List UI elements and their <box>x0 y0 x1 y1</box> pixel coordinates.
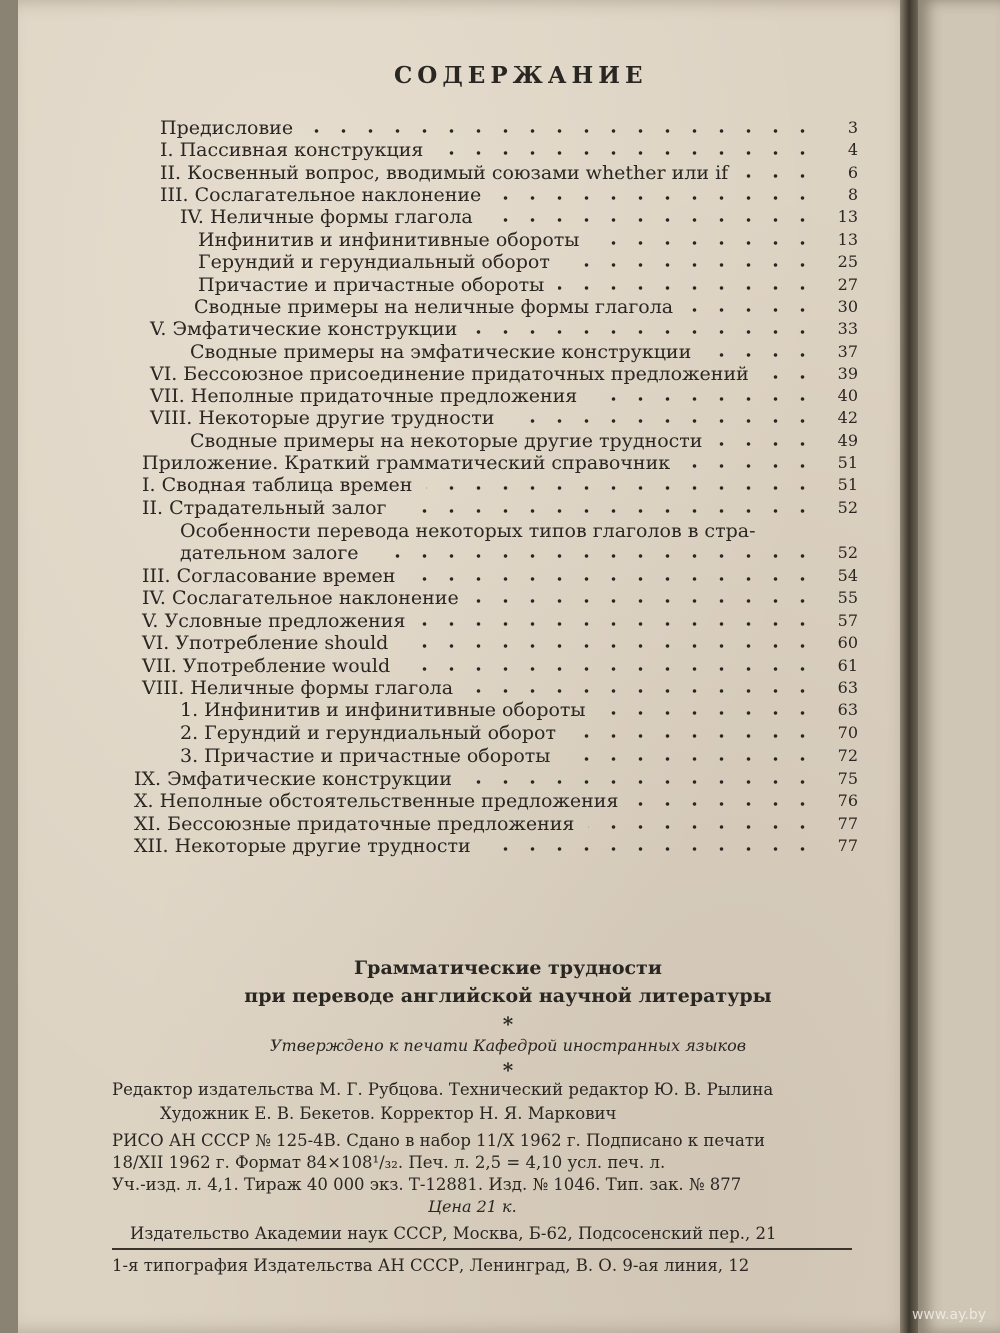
toc-entry <box>18 699 858 721</box>
toc-entry <box>18 790 858 812</box>
separator-star: * <box>502 1012 514 1036</box>
toc-dot-leader <box>307 129 816 133</box>
toc-entry <box>18 768 858 790</box>
toc-dot-leader <box>402 644 816 648</box>
toc-dot-leader <box>684 464 816 468</box>
toc-entry <box>18 452 858 474</box>
toc-page-number: 61 <box>837 656 858 675</box>
riso-line-1: РИСО АН СССР № 125-4В. Сдано в набор 11/X 1962 г. Подписано к печати <box>112 1131 765 1150</box>
toc-entry-title: Инфинитив и инфинитивные обороты <box>198 229 580 251</box>
book-page <box>18 0 918 1333</box>
toc-page-number: 63 <box>837 678 858 697</box>
toc-entry <box>18 565 858 587</box>
toc-page-number: 40 <box>837 386 858 405</box>
toc-page-number: 33 <box>837 319 858 338</box>
toc-dot-leader <box>404 667 816 671</box>
toc-entry-title: V. Эмфатические конструкции <box>150 318 458 340</box>
toc-entry <box>18 385 858 407</box>
toc-entry-title: 3. Причастие и причастные обороты <box>180 745 551 767</box>
toc-entry-title: Герундий и герундиальный оборот <box>198 251 550 273</box>
toc-entry-title: Сводные примеры на эмфатические конструкции <box>190 341 692 363</box>
toc-entry <box>18 117 858 139</box>
toc-dot-leader <box>742 174 816 178</box>
toc-page-number: 76 <box>837 791 858 810</box>
toc-dot-leader <box>467 689 816 693</box>
toc-dot-leader <box>426 486 816 490</box>
price-line: Цена 21 к. <box>428 1197 517 1216</box>
toc-entry <box>18 318 858 340</box>
toc-entry-title: дательном залоге <box>180 542 359 564</box>
toc-entry-title: VI. Бессоюзное присоединение придаточных предложений <box>150 363 749 385</box>
toc-entry <box>18 677 858 699</box>
toc-page-number: 3 <box>847 118 858 137</box>
toc-page-number: 51 <box>837 475 858 494</box>
toc-entry <box>18 722 858 744</box>
imprint-divider <box>112 1248 852 1250</box>
toc-dot-leader <box>487 218 816 222</box>
toc-page-number: 30 <box>837 297 858 316</box>
toc-entry-title: IV. Неличные формы глагола <box>180 206 473 228</box>
toc-entry-title: VII. Употребление would <box>142 655 391 677</box>
toc-entry <box>18 407 858 429</box>
toc-dot-leader <box>409 577 816 581</box>
toc-entry-title: VIII. Некоторые другие трудности <box>150 407 495 429</box>
toc-dot-leader <box>419 622 816 626</box>
toc-dot-leader <box>485 847 816 851</box>
toc-entry <box>18 206 858 228</box>
toc-page-number: 77 <box>837 836 858 855</box>
toc-entry-title: Приложение. Краткий грамматический справочник <box>142 452 671 474</box>
toc-entry <box>18 520 858 542</box>
toc-page-number: 27 <box>837 275 858 294</box>
toc-entry <box>18 745 858 767</box>
page-heading: СОДЕРЖАНИЕ <box>394 62 648 89</box>
toc-page-number: 13 <box>837 230 858 249</box>
toc-entry <box>18 587 858 609</box>
book-gutter <box>900 0 918 1333</box>
toc-dot-leader <box>473 599 816 603</box>
toc-page-number: 57 <box>837 611 858 630</box>
toc-dot-leader <box>495 196 816 200</box>
toc-dot-leader <box>564 263 816 267</box>
toc-entry <box>18 341 858 363</box>
toc-entry-title: V. Условные предложения <box>142 610 406 632</box>
toc-entry-title: II. Косвенный вопрос, вводимый союзами whether или if <box>160 162 729 184</box>
toc-entry-title: VIII. Неличные формы глагола <box>142 677 454 699</box>
publisher-line: Издательство Академии наук СССР, Москва, Б-62, Подсосенский пер., 21 <box>130 1224 777 1243</box>
toc-page-number: 8 <box>847 185 858 204</box>
table-of-contents <box>18 0 858 860</box>
toc-dot-leader <box>600 711 816 715</box>
riso-line-3: Уч.-изд. л. 4,1. Тираж 40 000 экз. Т-12881. Изд. № 1046. Тип. зак. № 877 <box>112 1175 742 1194</box>
toc-dot-leader <box>705 353 816 357</box>
toc-entry <box>18 474 858 496</box>
toc-page-number: 54 <box>837 566 858 585</box>
toc-page-number: 52 <box>837 498 858 517</box>
toc-entry <box>18 632 858 654</box>
toc-page-number: 72 <box>837 746 858 765</box>
toc-page-number: 6 <box>847 163 858 182</box>
toc-entry-title: X. Неполные обстоятельственные предложения <box>134 790 619 812</box>
toc-dot-leader <box>466 780 816 784</box>
toc-entry-title: XII. Некоторые другие трудности <box>134 835 471 857</box>
toc-page-number: 63 <box>837 700 858 719</box>
artist-line: Художник Е. В. Бекетов. Корректор Н. Я. Маркович <box>160 1104 617 1123</box>
toc-dot-leader <box>564 757 816 761</box>
toc-dot-leader <box>593 241 816 245</box>
toc-entry-title: Предисловие <box>160 117 294 139</box>
toc-entry-title: II. Страдательный залог <box>142 497 387 519</box>
book-title-line2: при переводе английской научной литературы <box>244 985 772 1007</box>
toc-entry-title: VII. Неполные придаточные предложения <box>150 385 578 407</box>
toc-dot-leader <box>763 375 816 379</box>
toc-entry <box>18 229 858 251</box>
toc-entry-title: IV. Сослагательное наклонение <box>142 587 459 609</box>
watermark: www.ay.by <box>911 1307 986 1323</box>
toc-entry <box>18 542 858 564</box>
toc-dot-leader <box>471 330 816 334</box>
editors-line: Редактор издательства М. Г. Рубцова. Технический редактор Ю. В. Рылина <box>112 1080 774 1099</box>
toc-entry-title: Причастие и причастные обороты <box>198 274 545 296</box>
toc-dot-leader <box>558 286 816 290</box>
toc-page-number: 77 <box>837 814 858 833</box>
toc-dot-leader <box>373 554 816 558</box>
book-title-line1: Грамматические трудности <box>354 957 662 979</box>
toc-entry <box>18 251 858 273</box>
toc-entry <box>18 184 858 206</box>
toc-page-number: 4 <box>847 140 858 159</box>
toc-entry-title: Особенности перевода некоторых типов глаголов в стра- <box>180 520 756 542</box>
toc-entry-title: 2. Герундий и герундиальный оборот <box>180 722 556 744</box>
toc-page-number: 70 <box>837 723 858 742</box>
separator-star-2: * <box>502 1058 514 1082</box>
toc-page-number: 39 <box>837 364 858 383</box>
toc-page-number: 51 <box>837 453 858 472</box>
toc-dot-leader <box>400 509 816 513</box>
toc-entry <box>18 274 858 296</box>
toc-entry <box>18 813 858 835</box>
next-page-edge <box>918 0 1000 1333</box>
toc-dot-leader <box>716 442 816 446</box>
toc-entry <box>18 363 858 385</box>
approval-note: Утверждено к печати Кафедрой иностранных языков <box>269 1036 747 1055</box>
toc-dot-leader <box>632 802 816 806</box>
toc-page-number: 25 <box>837 252 858 271</box>
toc-entry <box>18 610 858 632</box>
toc-entry <box>18 835 858 857</box>
toc-entry <box>18 139 858 161</box>
toc-entry-title: I. Пассивная конструкция <box>160 139 424 161</box>
toc-dot-leader <box>687 308 816 312</box>
riso-line-2: 18/XII 1962 г. Формат 84×108¹/₃₂. Печ. л. 2,5 = 4,10 усл. печ. л. <box>112 1153 666 1172</box>
toc-page-number: 52 <box>837 543 858 562</box>
toc-page-number: 37 <box>837 342 858 361</box>
toc-entry-title: III. Согласование времен <box>142 565 396 587</box>
toc-entry-title: Сводные примеры на некоторые другие трудности <box>190 430 703 452</box>
toc-page-number: 49 <box>837 431 858 450</box>
toc-dot-leader <box>570 734 816 738</box>
toc-entry-title: VI. Употребление should <box>142 632 389 654</box>
toc-entry-title: I. Сводная таблица времен <box>142 474 413 496</box>
toc-dot-leader <box>588 825 816 829</box>
toc-entry <box>18 296 858 318</box>
toc-dot-leader <box>591 397 816 401</box>
printer-line: 1-я типография Издательства АН СССР, Ленинград, В. О. 9-ая линия, 12 <box>112 1256 750 1275</box>
toc-dot-leader <box>508 419 816 423</box>
toc-dot-leader <box>437 151 816 155</box>
toc-page-number: 75 <box>837 769 858 788</box>
toc-page-number: 60 <box>837 633 858 652</box>
toc-entry-title: Сводные примеры на неличные формы глагола <box>194 296 674 318</box>
toc-page-number: 13 <box>837 207 858 226</box>
toc-page-number: 55 <box>837 588 858 607</box>
toc-entry <box>18 162 858 184</box>
toc-entry-title: IX. Эмфатические конструкции <box>134 768 452 790</box>
toc-page-number: 42 <box>837 408 858 427</box>
toc-entry <box>18 497 858 519</box>
toc-entry-title: III. Сослагательное наклонение <box>160 184 482 206</box>
toc-entry <box>18 655 858 677</box>
toc-entry-title: 1. Инфинитив и инфинитивные обороты <box>180 699 586 721</box>
toc-entry-title: XI. Бессоюзные придаточные предложения <box>134 813 575 835</box>
toc-entry <box>18 430 858 452</box>
